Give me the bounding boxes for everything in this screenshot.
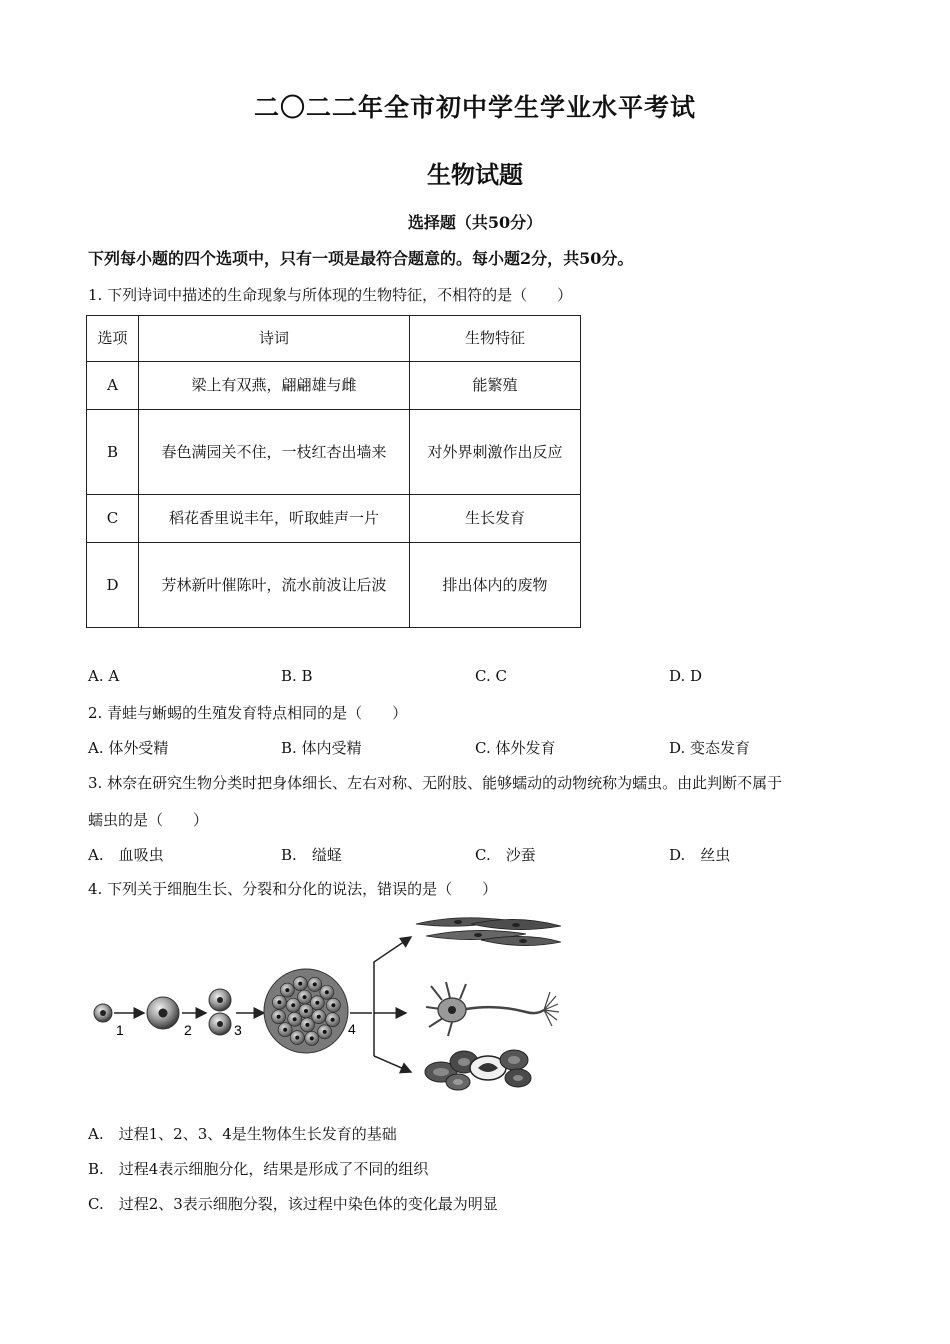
cluster-cell-nucleus — [293, 1017, 297, 1021]
dividing-cells-icon — [209, 989, 231, 1035]
question-1-option-c: C. C — [475, 667, 507, 685]
cluster-cell-nucleus — [277, 1015, 281, 1019]
table-cell-feature: 排出体内的废物 — [410, 543, 581, 628]
question-1-option-d: D. D — [669, 667, 703, 685]
table-row — [87, 362, 581, 410]
table-header-feature: 生物特征 — [410, 316, 581, 362]
table-header-option: 选项 — [87, 316, 139, 362]
table-cell-feature: 对外界刺激作出反应 — [410, 410, 581, 495]
cluster-cell-nucleus — [315, 1001, 319, 1005]
cluster-cell-nucleus — [291, 1003, 295, 1007]
question-3-option-c: C. 沙蚕 — [475, 846, 536, 864]
cluster-cell-nucleus — [298, 982, 302, 986]
table-row — [87, 410, 581, 495]
question-2-option-d: D. 变态发育 — [669, 739, 751, 757]
question-3-stem-line1: 3. 林奈在研究生物分类时把身体细长、左右对称、无附肢、能够蠕动的动物统称为蠕虫。由此判断不属于 — [88, 774, 783, 792]
cluster-cell-nucleus — [285, 988, 289, 992]
table-cell-option: C — [87, 495, 139, 543]
cluster-cell-nucleus — [323, 1030, 327, 1034]
question-1-stem: 1. 下列诗词中描述的生命现象与所体现的生物特征，不相符的是（ ） — [88, 286, 573, 304]
question-3-option-d: D. 丝虫 — [669, 846, 731, 864]
cluster-cell-nucleus — [310, 1036, 314, 1040]
step-1-label: 1 — [116, 1022, 124, 1038]
question-3-option-a: A. 血吸虫 — [88, 846, 164, 864]
cluster-cell-nucleus — [303, 995, 307, 999]
neuron-icon — [426, 982, 559, 1036]
question-1-option-a: A. A — [88, 667, 120, 685]
table-cell-feature: 能繁殖 — [410, 362, 581, 410]
question-2-option-b: B. 体内受精 — [281, 739, 362, 757]
table-cell-option: A — [87, 362, 139, 410]
table-cell-feature: 生长发育 — [410, 495, 581, 543]
question-1-option-b: B. B — [281, 667, 313, 685]
single-cell-icon — [94, 1004, 112, 1022]
cluster-cell-nucleus — [325, 990, 329, 994]
cell-division-diagram — [86, 912, 576, 1098]
step-3-label: 3 — [234, 1022, 242, 1038]
section-heading: 选择题（共50分） — [407, 213, 543, 232]
cluster-cell-nucleus — [313, 982, 317, 986]
subject-title: 生物试题 — [427, 160, 523, 189]
question-3-stem-line2: 蠕虫的是（ ） — [88, 811, 209, 829]
question-4-option-a: A. 过程1、2、3、4是生物体生长发育的基础 — [88, 1125, 397, 1143]
cluster-cell-nucleus — [331, 1018, 335, 1022]
cluster-cell-nucleus — [295, 1036, 299, 1040]
question-2-option-a: A. 体外受精 — [88, 739, 169, 757]
table-row — [87, 495, 581, 543]
cluster-cell-nucleus — [305, 1023, 309, 1027]
cluster-cell-nucleus — [304, 1009, 308, 1013]
step-2-label: 2 — [184, 1022, 192, 1038]
cluster-cell-nucleus — [283, 1028, 287, 1032]
cell-cluster-icon — [264, 969, 348, 1053]
question-2-stem: 2. 青蛙与蜥蜴的生殖发育特点相同的是（ ） — [88, 704, 408, 722]
table-header-poem: 诗词 — [139, 316, 410, 362]
cluster-cell-nucleus — [331, 1003, 335, 1007]
step-4-label: 4 — [348, 1021, 356, 1037]
cluster-cell-nucleus — [277, 1000, 281, 1004]
blood-tissue-icon — [425, 1050, 531, 1090]
question-4-option-b: B. 过程4表示细胞分化，结果是形成了不同的组织 — [88, 1160, 429, 1178]
question-4-option-c: C. 过程2、3表示细胞分裂，该过程中染色体的变化最为明显 — [88, 1195, 498, 1213]
table-cell-option: B — [87, 410, 139, 495]
section-instructions: 下列每小题的四个选项中，只有一项是最符合题意的。每小题2分，共50分。 — [88, 249, 634, 268]
muscle-tissue-icon — [416, 918, 561, 946]
table-cell-option: D — [87, 543, 139, 628]
cluster-cell-nucleus — [317, 1015, 321, 1019]
table-cell-poem: 稻花香里说丰年，听取蛙声一片 — [139, 495, 410, 543]
question-4-stem: 4. 下列关于细胞生长、分裂和分化的说法，错误的是（ ） — [88, 880, 498, 898]
table-cell-poem: 梁上有双燕，翩翩雄与雌 — [139, 362, 410, 410]
table-cell-poem: 芳林新叶催陈叶，流水前波让后波 — [139, 543, 410, 628]
exam-title: 二〇二二年全市初中学生学业水平考试 — [253, 93, 696, 122]
question-1-table — [86, 315, 581, 628]
table-row — [87, 543, 581, 628]
grown-cell-icon — [147, 997, 179, 1029]
table-cell-poem: 春色满园关不住，一枝红杏出墙来 — [139, 410, 410, 495]
table-header-row — [87, 316, 581, 362]
question-3-option-b: B. 缢蛏 — [281, 846, 342, 864]
question-2-option-c: C. 体外发育 — [475, 739, 556, 757]
